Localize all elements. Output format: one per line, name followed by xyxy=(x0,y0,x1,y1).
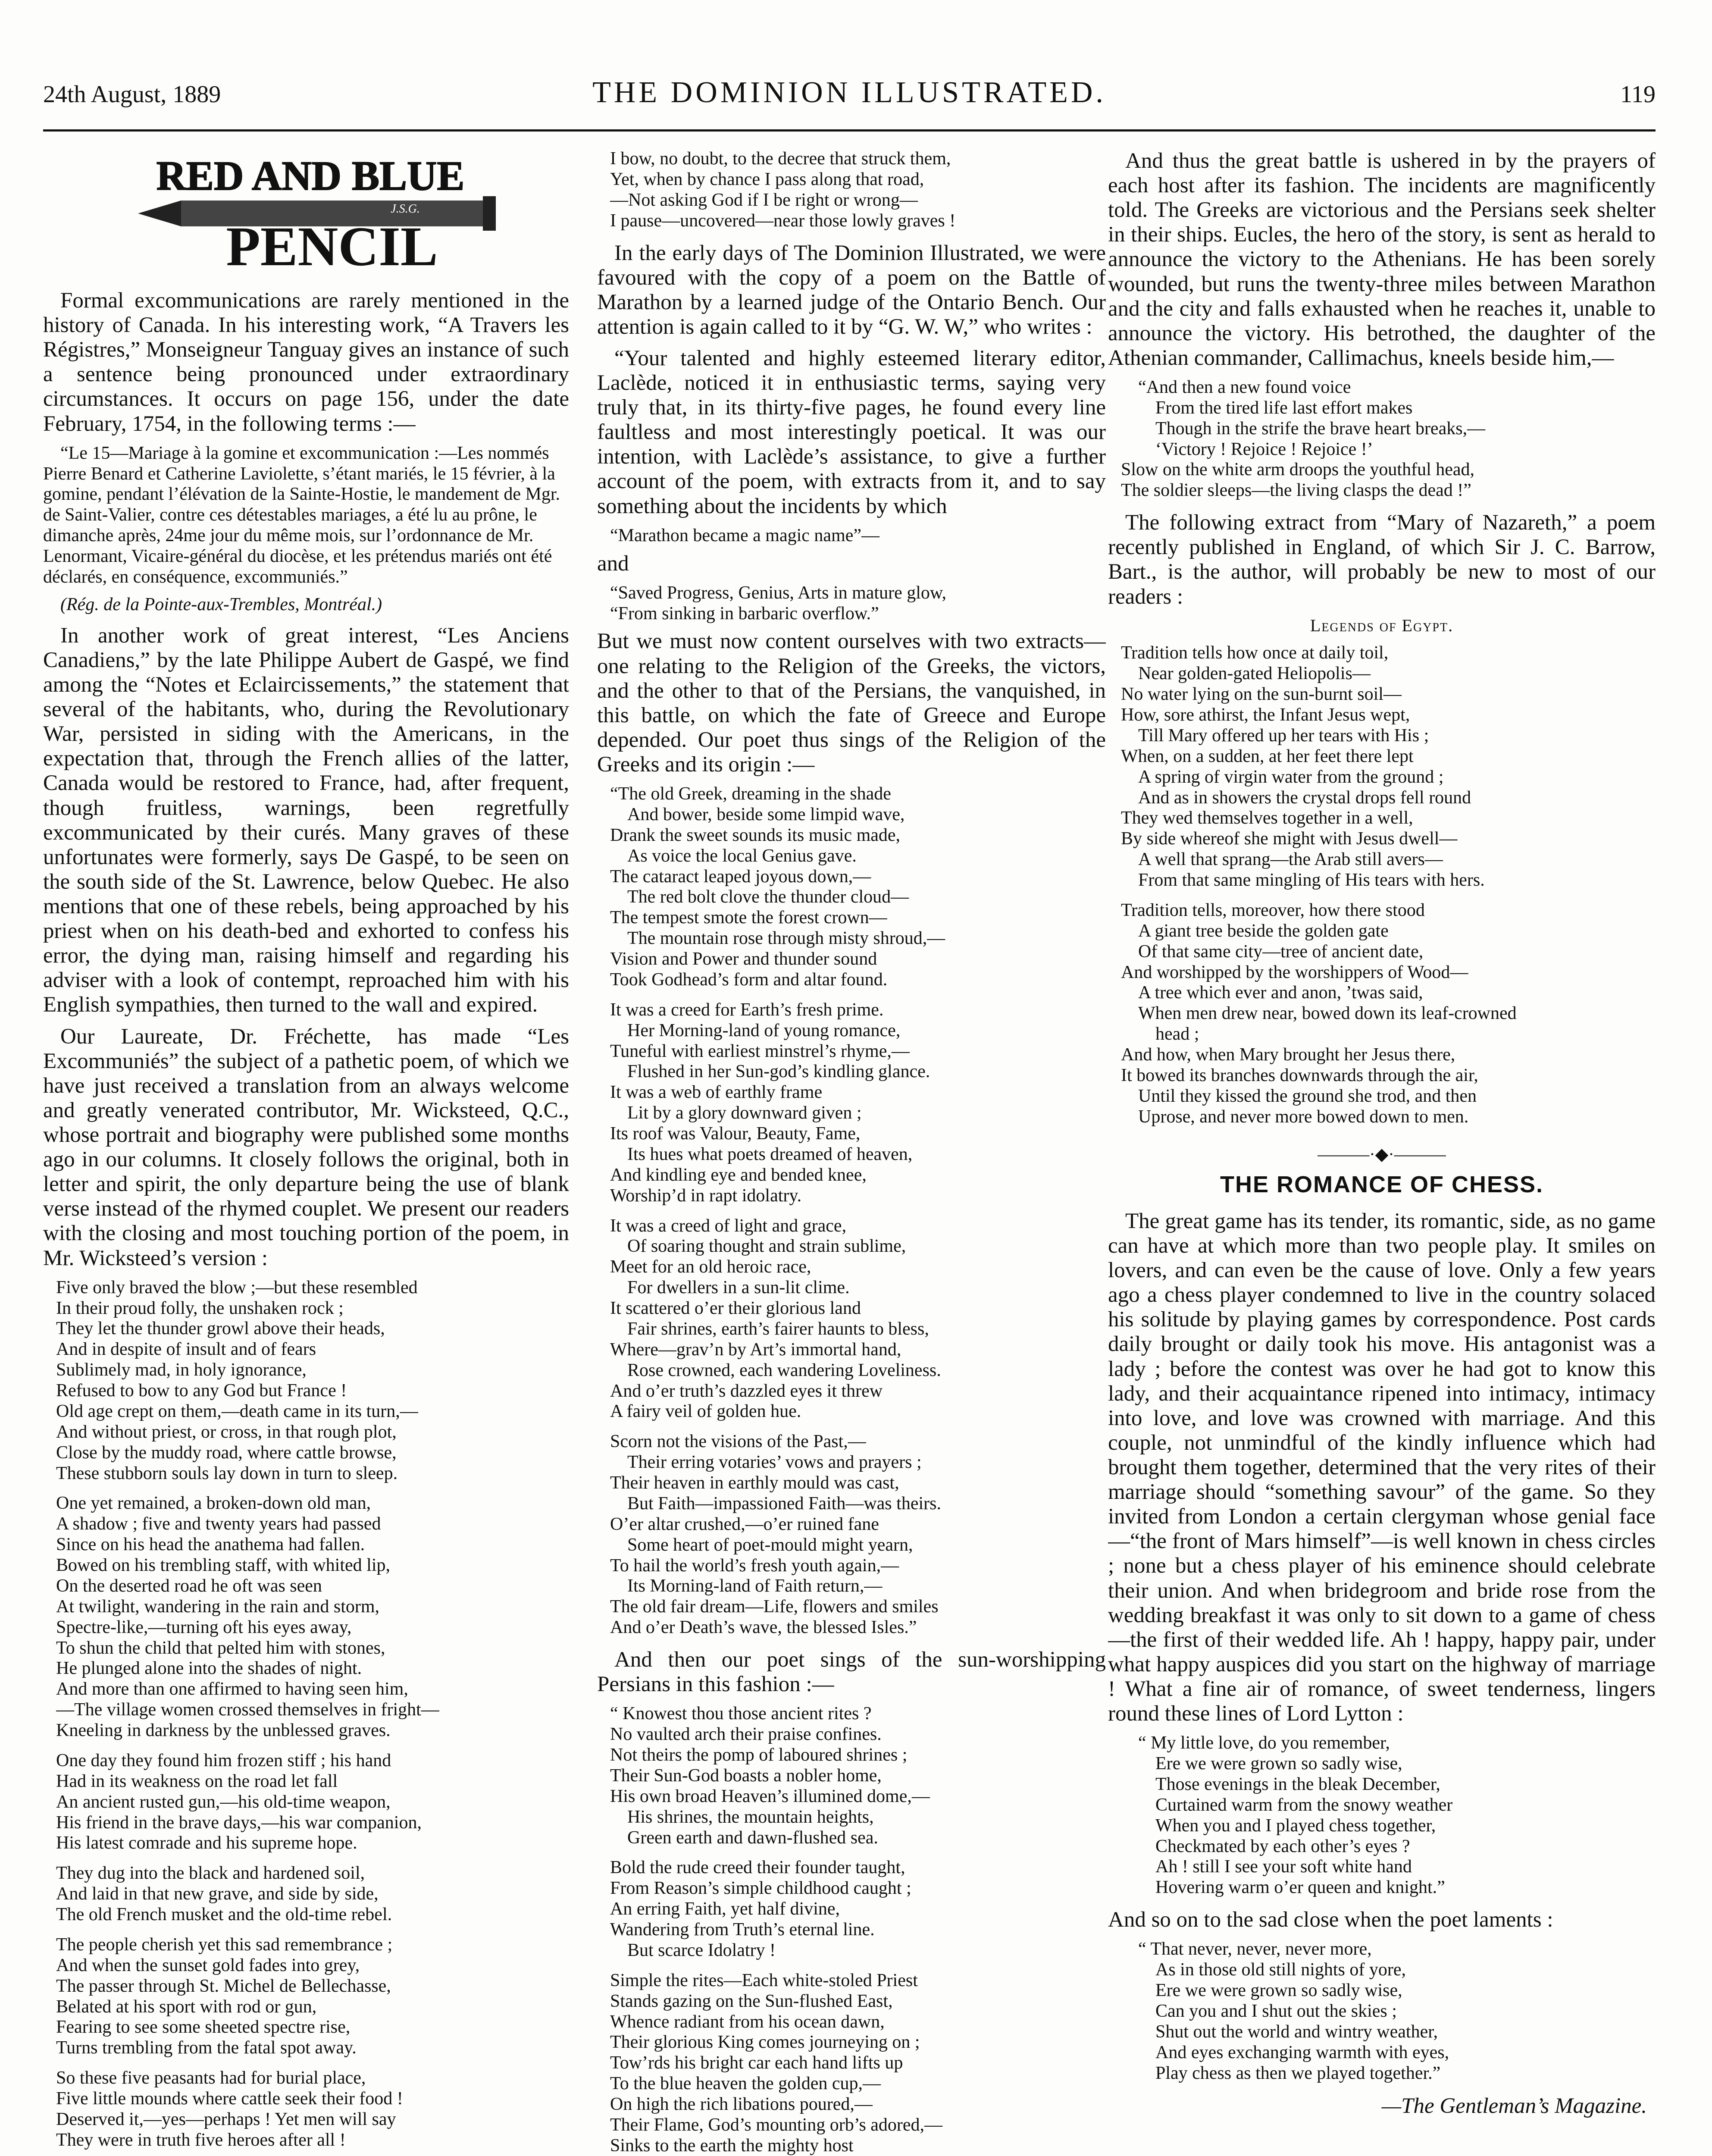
verse-line: Bowed on his trembling staff, with whited lip, xyxy=(56,1555,390,1576)
verse-line: Ere we were grown so sadly wise, xyxy=(1155,1981,1402,2001)
verse-line: By side whereof she might with Jesus dwell— xyxy=(1121,829,1458,849)
verse-line: Checkmated by each other’s eyes ? xyxy=(1155,1836,1410,1856)
verse-line: From that same mingling of His tears with hers. xyxy=(1138,870,1485,890)
verse-line: Whence radiant from his ocean dawn, xyxy=(610,2012,885,2032)
verse-line: Tuneful with earliest minstrel’s rhyme,— xyxy=(610,1041,910,1061)
verse-line: Tow’rds his bright car each hand lifts up xyxy=(610,2053,903,2073)
verse-line: For dwellers in a sun-lit clime. xyxy=(627,1278,850,1298)
verse-line: Though in the strife the brave heart breaks,— xyxy=(1155,418,1486,439)
logo-bottom-word: PENCIL xyxy=(226,216,438,278)
verse-line: The soldier sleeps—the living clasps the dead !” xyxy=(1121,480,1471,501)
verse-line: Worship’d in rapt idolatry. xyxy=(610,1185,802,1206)
verse-line: —The village women crossed themselves in fright— xyxy=(56,1700,439,1720)
verse-line: And how, when Mary brought her Jesus there, xyxy=(1121,1045,1455,1065)
section-divider-ornament: ———·◆·——— xyxy=(1318,1144,1446,1164)
verse-line: Tradition tells how once at daily toil, xyxy=(1121,643,1389,663)
verse-line: And without priest, or cross, in that rough plot, xyxy=(56,1422,397,1442)
verse-line: Spectre-like,—turning oft his eyes away, xyxy=(56,1617,352,1637)
paragraph: In another work of great interest, “Les Anciens Canadiens,” by the late Philippe Aubert de Gaspé, we find among the “Notes et Eclaircissements,” the statement that several of the habitants, who, during the Revolutionary War, persisted in siding with the Americans, in the expectation that, through the French allies of the latter, Canada would be restored to France, had, after frequent, though fruitless, warnings, been regretfully excommunicated by their curés. Many graves of these unfortunates were formerly, says De Gaspé, to be seen on the south side of the St. Lawrence, below Quebec. He also mentions that one of these rebels, being approached by his priest when on his death-bed and exhorted to confess his error, the dying man, raising himself and regarding his adviser with a look of contempt, reproached him with his English sympathies, then turned to the wall and expired. xyxy=(43,623,569,1017)
verse-line: Green earth and dawn-flushed sea. xyxy=(627,1827,878,1848)
verse-line: Five only braved the blow ;—but these resembled xyxy=(56,1277,418,1297)
verse-line: I pause—uncovered—near those lowly graves ! xyxy=(610,210,956,231)
verse-line: Their glorious King comes journeying on ; xyxy=(610,2032,920,2053)
verse-line: Of that same city—tree of ancient date, xyxy=(1138,941,1424,962)
verse-line: Their erring votaries’ vows and prayers ; xyxy=(627,1452,922,1473)
verse-line: Turns trembling from the fatal spot away. xyxy=(56,2038,357,2058)
paragraph: In the early days of The Dominion Illustrated, we were favoured with the copy of a poem on the Battle of Marathon by a learned judge of the Ontario Bench. Our attention is again called to it by “G. W. W,” who writes : xyxy=(597,241,1106,339)
verse-line: Vision and Power and thunder sound xyxy=(610,949,877,969)
verse-line: The mountain rose through misty shroud,— xyxy=(627,928,945,949)
verse-line: Wandering from Truth’s eternal line. xyxy=(610,1920,875,1940)
verse-line: When you and I played chess together, xyxy=(1155,1815,1436,1836)
paragraph: But we must now content ourselves with two extracts—one relating to the Religion of the Greeks, the victors, and the other to that of the Persians, the vanquished, in this battle, on which the fate of Greece and Europe depended. Our poet thus sings of the Religion of the Greeks and its origin :— xyxy=(597,629,1106,777)
legends-of-egypt-heading: Legends of Egypt. xyxy=(1310,615,1454,635)
poem-continuation xyxy=(610,149,1106,232)
verse-line: I bow, no doubt, to the decree that struck them, xyxy=(610,149,951,169)
verse-line: “ That never, never, never more, xyxy=(1138,1939,1372,1959)
verse-line: The old fair dream—Life, flowers and smiles xyxy=(610,1597,939,1617)
verse-line: Lit by a glory downward given ; xyxy=(627,1103,862,1123)
verse-line: And o’er Death’s wave, the blessed Isles.” xyxy=(610,1617,917,1638)
verse-line: Shut out the world and wintry weather, xyxy=(1155,2021,1438,2042)
paragraph: “Your talented and highly esteemed literary editor, Laclède, noticed it in enthusiastic terms, saying very truly that, in its thirty-five pages, he found every line faultless and most interestingly poetical. It was our intention, with Laclède’s assistance, to give a further account of the poem, with extracts from it, and to say something about the incidents by which xyxy=(597,346,1106,518)
verse-line: And laid in that new grave, and side by side, xyxy=(56,1884,379,1904)
logo-artist-mark: J.S.G. xyxy=(391,202,420,216)
french-quotation: “Le 15—Mariage à la gomine et excommunication :—Les nommés Pierre Benard et Catherine Laviolette, s’étant mariés, le 15 février, à la gomine, pendant l’élévation de la Sainte-Hostie, le mandement de Mgr. de Saint-Valier, contre ces détestables mariages, a été lu au prône, le dimanche après, 24me jour du même mois, sur l’ordonnance de Mr. Lenormant, Vicaire-général du diocèse, et les prétendus mariés ont été déclarés, en conséquence, excommuniés.” xyxy=(43,443,560,587)
verse-line: From the tired life last effort makes xyxy=(1155,398,1413,418)
poem-religion-of-greeks xyxy=(610,784,1106,1638)
verse-line: No water lying on the sun-burnt soil— xyxy=(1121,684,1402,705)
verse-line: And more than one affirmed to having seen him, xyxy=(56,1679,408,1699)
verse-line: To the blue heaven the golden cup,— xyxy=(610,2074,881,2094)
verse-line: Flushed in her Sun-god’s kindling glance. xyxy=(627,1062,930,1082)
verse-line: Not theirs the pomp of laboured shrines ; xyxy=(610,1745,908,1765)
verse-line: How, sore athirst, the Infant Jesus wept, xyxy=(1121,705,1410,725)
verse-line: And kindling eye and bended knee, xyxy=(610,1165,867,1185)
verse-line: To hail the world’s fresh youth again,— xyxy=(610,1555,899,1576)
verse-line: Sinks to the earth the mighty host xyxy=(610,2135,854,2156)
verse-line: “Saved Progress, Genius, Arts in mature glow, xyxy=(610,583,946,603)
paragraph: and xyxy=(597,551,629,576)
verse-line: It was a creed for Earth’s fresh prime. xyxy=(610,1000,884,1020)
column-2 xyxy=(597,149,1106,2156)
header-rule xyxy=(43,129,1656,132)
verse-line: His latest comrade and his supreme hope. xyxy=(56,1833,357,1853)
verse-line: Since on his head the anathema had fallen. xyxy=(56,1535,365,1555)
verse-line: And when the sunset gold fades into grey, xyxy=(56,1955,360,1975)
verse-line: Belated at his sport with rod or gun, xyxy=(56,1996,317,2017)
verse-line: On high the rich libations poured,— xyxy=(610,2094,873,2115)
verse-line: Ah ! still I see your soft white hand xyxy=(1155,1857,1412,1877)
verse-line: His own broad Heaven’s illumined dome,— xyxy=(610,1786,930,1806)
verse-line: From Reason’s simple childhood caught ; xyxy=(610,1878,911,1899)
quotation xyxy=(610,526,1106,546)
verse-line: “The old Greek, dreaming in the shade xyxy=(610,784,891,804)
verse-line: So these five peasants had for burial place, xyxy=(56,2068,366,2088)
verse-line: These stubborn souls lay down in turn to sleep. xyxy=(56,1463,398,1483)
verse-line: Some heart of poet-mould might yearn, xyxy=(627,1535,913,1555)
verse-line: Her Morning-land of young romance, xyxy=(627,1020,901,1040)
verse-line: Tradition tells, moreover, how there stood xyxy=(1121,900,1425,920)
verse-line: Simple the rites—Each white-stoled Priest xyxy=(610,1970,918,1990)
verse-line: Until they kissed the ground she trod, and then xyxy=(1138,1086,1477,1106)
verse-line: Those evenings in the bleak December, xyxy=(1155,1774,1440,1794)
verse-line: And bower, beside some limpid wave, xyxy=(627,804,905,824)
verse-line: They were in truth five heroes after all ! xyxy=(56,2130,346,2150)
verse-line: And in despite of insult and of fears xyxy=(56,1339,316,1360)
marathon-quotation xyxy=(1121,377,1656,501)
verse-line: Refused to bow to any God but France ! xyxy=(56,1381,347,1401)
verse-line: Their Sun-God boasts a nobler home, xyxy=(610,1765,882,1786)
verse-line: And as in showers the crystal drops fell round xyxy=(1138,787,1471,808)
verse-line: Fearing to see some sheeted spectre rise, xyxy=(56,2017,351,2037)
lytton-poem-excerpt xyxy=(1121,1733,1656,1898)
verse-line: When, on a sudden, at her feet there lept xyxy=(1121,746,1414,766)
verse-line: Had in its weakness on the road let fall xyxy=(56,1771,338,1791)
verse-line: Near golden-gated Heliopolis— xyxy=(1138,664,1371,684)
verse-line: Curtained warm from the snowy weather xyxy=(1155,1795,1453,1815)
verse-line: They let the thunder growl above their heads, xyxy=(56,1319,385,1339)
verse-line: Bold the rude creed their founder taught, xyxy=(610,1858,905,1878)
paragraph: The following extract from “Mary of Nazareth,” a poem recently published in England, of which Sir J. C. Barrow, Bart., is the author, will probably be new to most of our readers : xyxy=(1108,511,1656,609)
verse-line: The passer through St. Michel de Bellechasse, xyxy=(56,1976,391,1996)
verse-line: But scarce Idolatry ! xyxy=(627,1940,776,1960)
paragraph: And thus the great battle is ushered in by the prayers of each host after its fashion. The incidents are magnificently told. The Greeks are victorious and the Persians seek shelter in their ships. Eucles, the hero of the story, is sent as herald to announce the victory to the Athenians. He has been sorely wounded, but runs the twenty-three miles between Marathon and the city and falls exhausted when he reaches it, unable to announce the victory. His betrothed, the daughter of the Athenian commander, Callimachus, kneels beside him,— xyxy=(1108,149,1656,370)
verse-line: The old French musket and the old-time rebel. xyxy=(56,1905,392,1925)
verse-line: Deserved it,—yes—perhaps ! Yet men will say xyxy=(56,2109,396,2129)
verse-line: At twilight, wandering in the rain and storm, xyxy=(56,1596,380,1617)
column-1 xyxy=(43,149,569,2156)
verse-line: And eyes exchanging warmth with eyes, xyxy=(1155,2042,1449,2062)
verse-line: When men drew near, bowed down its leaf-crowned xyxy=(1138,1003,1517,1024)
verse-line: To shun the child that pelted him with stones, xyxy=(56,1638,385,1658)
verse-line: As voice the local Genius gave. xyxy=(627,846,857,866)
poem-persian-rites xyxy=(610,1704,1106,2156)
verse-line: Hovering warm o’er queen and knight.” xyxy=(1155,1877,1445,1898)
verse-line: Till Mary offered up her tears with His ; xyxy=(1138,725,1429,746)
verse-line: They wed themselves together in a well, xyxy=(1121,808,1413,828)
verse-line: A giant tree beside the golden gate xyxy=(1138,921,1389,941)
verse-line: Drank the sweet sounds its music made, xyxy=(610,825,901,845)
citation: (Rég. de la Pointe-aux-Trembles, Montréal.) xyxy=(60,594,382,614)
verse-line: An ancient rusted gun,—his old-time weapon, xyxy=(56,1792,391,1812)
verse-line: As in those old still nights of yore, xyxy=(1155,1960,1406,1980)
issue-date: 24th August, 1889 xyxy=(43,81,221,108)
verse-line: Kneeling in darkness by the unblessed graves. xyxy=(56,1720,391,1741)
verse-line: His friend in the brave days,—his war companion, xyxy=(56,1812,422,1833)
source-attribution: —The Gentleman’s Magazine. xyxy=(1381,2094,1647,2118)
verse-line: Its roof was Valour, Beauty, Fame, xyxy=(610,1124,861,1144)
logo-top-words: RED AND BLUE xyxy=(156,153,465,199)
verse-line: Rose crowned, each wandering Loveliness. xyxy=(627,1360,941,1380)
verse-line: And worshipped by the worshippers of Wood— xyxy=(1121,962,1468,982)
verse-line: Sublimely mad, in holy ignorance, xyxy=(56,1360,307,1380)
verse-line: “ My little love, do you remember, xyxy=(1138,1733,1390,1753)
paragraph: And then our poet sings of the sun-worshipping Persians in this fashion :— xyxy=(597,1648,1106,1697)
verse-line: They dug into the black and hardened soil, xyxy=(56,1863,365,1883)
verse-line: Play chess as then we played together.” xyxy=(1155,2063,1441,2083)
verse-line: Can you and I shut out the skies ; xyxy=(1155,2001,1397,2021)
verse-line: “From sinking in barbaric overflow.” xyxy=(610,603,879,624)
verse-line: Five little mounds where cattle seek their food ! xyxy=(56,2089,403,2109)
paragraph: Formal excommunications are rarely mentioned in the history of Canada. In his interesting work, “A Travers les Régistres,” Monseigneur Tanguay gives an instance of such a sentence being pronounced under extraordinary circumstances. It occurs on page 156, under the date February, 1754, in the following terms :— xyxy=(43,288,569,436)
publication-title: THE DOMINION ILLUSTRATED. xyxy=(592,76,1106,109)
verse-line: Close by the muddy road, where cattle browse, xyxy=(56,1442,397,1463)
verse-line: A well that sprang—the Arab still avers— xyxy=(1138,849,1443,870)
verse-line: One day they found him frozen stiff ; his hand xyxy=(56,1750,391,1771)
verse-line: But Faith—impassioned Faith—was theirs. xyxy=(627,1493,941,1514)
verse-line: Scorn not the visions of the Past,— xyxy=(610,1432,866,1452)
verse-line: The red bolt clove the thunder cloud— xyxy=(627,887,909,907)
pencil-logo-graphic xyxy=(129,149,500,278)
paragraph: And so on to the sad close when the poet laments : xyxy=(1108,1908,1553,1932)
red-and-blue-pencil-logo xyxy=(129,149,500,278)
verse-line: —Not asking God if I be right or wrong— xyxy=(610,190,918,210)
verse-line: Uprose, and never more bowed down to men. xyxy=(1138,1106,1469,1127)
verse-line: It was a creed of light and grace, xyxy=(610,1216,847,1236)
verse-line: It scattered o’er their glorious land xyxy=(610,1298,861,1319)
poem-les-excommunies xyxy=(56,1278,569,2151)
verse-line: Of soaring thought and strain sublime, xyxy=(627,1236,906,1257)
verse-line: Slow on the white arm droops the youthful head, xyxy=(1121,460,1475,480)
verse-line: It bowed its branches downwards through the air, xyxy=(1121,1065,1478,1085)
verse-line: Fair shrines, earth’s fairer haunts to bless, xyxy=(627,1319,929,1339)
verse-line: One yet remained, a broken-down old man, xyxy=(56,1493,371,1514)
verse-line: A spring of virgin water from the ground ; xyxy=(1138,767,1444,787)
verse-line: And o’er truth’s dazzled eyes it threw xyxy=(610,1381,883,1401)
column-3 xyxy=(1108,149,1656,2156)
verse-line: Their heaven in earthly mould was cast, xyxy=(610,1473,899,1493)
verse-line: A tree which ever and anon, ’twas said, xyxy=(1138,983,1423,1003)
lytton-poem-closing xyxy=(1121,1939,1656,2084)
verse-line: An erring Faith, yet half divine, xyxy=(610,1899,840,1919)
chess-article-title: THE ROMANCE OF CHESS. xyxy=(1220,1172,1544,1198)
verse-line: The tempest smote the forest crown— xyxy=(610,908,887,928)
verse-line: Took Godhead’s form and altar found. xyxy=(610,969,888,990)
verse-line: Stands gazing on the Sun-flushed East, xyxy=(610,1991,893,2011)
paragraph: Our Laureate, Dr. Fréchette, has made “Les Excommuniés” the subject of a pathetic poem, of which we have just received a translation from an always welcome and greatly venerated contributor, Mr. Wicksteed, Q.C., whose portrait and biography were published some months ago in our columns. It closely follows the original, both in letter and spirit, the only departure being the use of blank verse instead of the rhymed couplet. We present our readers with the closing and most touching portion of the poem, in Mr. Wicksteed’s version : xyxy=(43,1024,569,1270)
verse-line: Where—grav’n by Art’s immortal hand, xyxy=(610,1339,901,1360)
verse-line: A shadow ; five and twenty years had passed xyxy=(56,1514,381,1534)
verse-line: His shrines, the mountain heights, xyxy=(627,1807,874,1827)
verse-line: He plunged alone into the shades of night. xyxy=(56,1658,362,1679)
verse-line: Their Flame, God’s mounting orb’s adored,— xyxy=(610,2115,943,2135)
verse-line: On the deserted road he oft was seen xyxy=(56,1576,322,1596)
verse-line: Its Morning-land of Faith return,— xyxy=(627,1576,883,1596)
poem-legends-of-egypt xyxy=(1121,643,1656,1127)
verse-line: Its hues what poets dreamed of heaven, xyxy=(627,1144,913,1164)
verse-line: In their proud folly, the unshaken rock ; xyxy=(56,1298,344,1318)
verse-line: A fairy veil of golden hue. xyxy=(610,1401,801,1422)
verse-line: “Marathon became a magic name”— xyxy=(610,525,880,545)
page-header xyxy=(43,75,1656,123)
quotation xyxy=(610,583,1106,624)
verse-line: head ; xyxy=(1155,1024,1199,1044)
verse-line: ‘Victory ! Rejoice ! Rejoice !’ xyxy=(1155,439,1373,459)
verse-line: “And then a new found voice xyxy=(1138,377,1351,397)
verse-line: O’er altar crushed,—o’er ruined fane xyxy=(610,1514,879,1534)
verse-line: “ Knowest thou those ancient rites ? xyxy=(610,1704,872,1724)
verse-line: Meet for an old heroic race, xyxy=(610,1257,811,1277)
verse-line: No vaulted arch their praise confines. xyxy=(610,1724,882,1745)
page-number: 119 xyxy=(1620,81,1656,108)
paragraph: The great game has its tender, its romantic, side, as no game can have at which more than two people play. It smiles on lovers, and can even be the cause of love. Only a few years ago a chess player condemned to live in the country solaced his solitude by playing games by correspondence. Post cards daily brought or daily took his move. His antagonist was a lady ; before the contest was over he had got to know this lady, and their acquaintance ripened into intimacy, intimacy into love, and love was crowned with marriage. And this couple, not unmindful of the kindly influence which had brought them together, determined that the very rites of their marriage should “something savour” of the game. So they invited from London a certain clergyman whose genial face—“the front of Mars himself”—is well known in chess circles ; none but a chess player of his eminence should celebrate their union. And when bridegroom and bride rose from the wedding breakfast it was only to sit down to a game of chess—the first of their wedded life. Ah ! happy, happy pair, under what happy auspices did you start on the highway of marriage ! What a fine air of romance, of sweet tenderness, lingers round these lines of Lord Lytton : xyxy=(1108,1209,1656,1726)
verse-line: The people cherish yet this sad remembrance ; xyxy=(56,1934,393,1955)
verse-line: The cataract leaped joyous down,— xyxy=(610,866,871,887)
verse-line: Old age crept on them,—death came in its turn,— xyxy=(56,1401,418,1421)
verse-line: Yet, when by chance I pass along that road, xyxy=(610,169,924,189)
verse-line: Ere we were grown so sadly wise, xyxy=(1155,1754,1402,1774)
verse-line: It was a web of earthly frame xyxy=(610,1082,823,1103)
